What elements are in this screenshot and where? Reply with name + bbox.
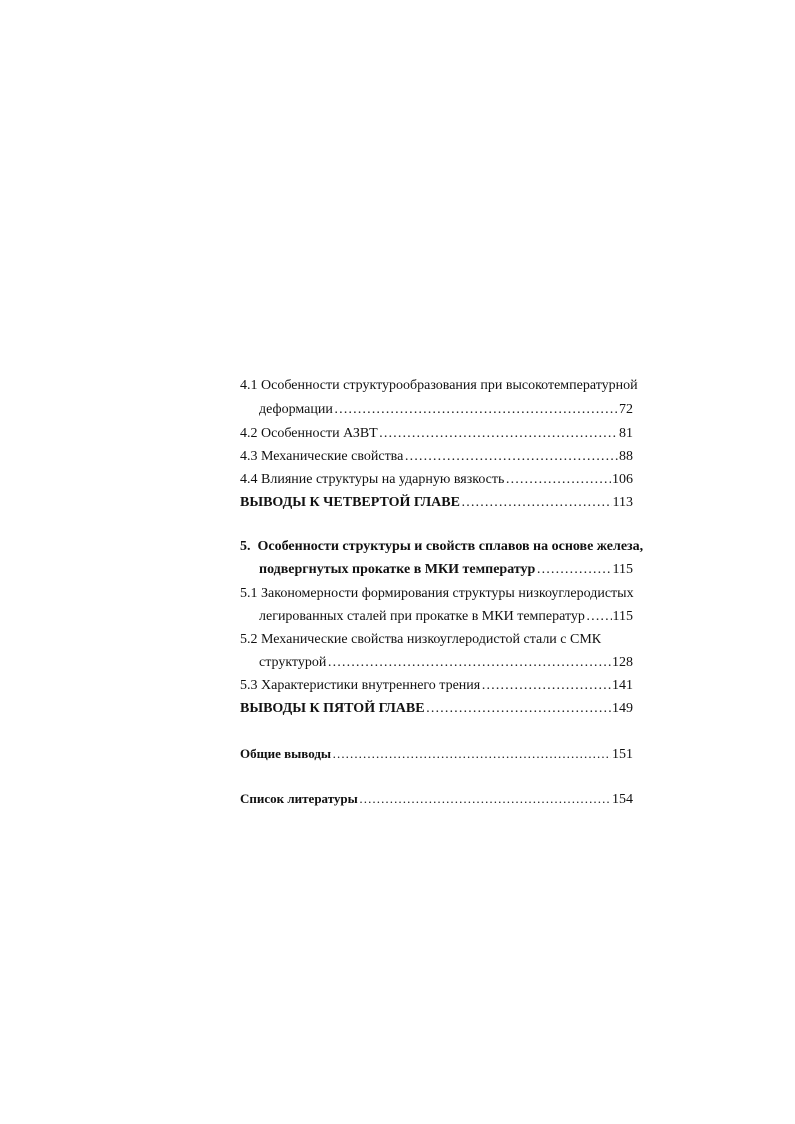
dot-leader (536, 560, 611, 580)
toc-page-number: 88 (619, 449, 633, 464)
toc-entry-5-2 (240, 630, 633, 650)
toc-entry-5-1 (240, 584, 633, 604)
toc-page-number: 154 (612, 792, 633, 807)
toc-entry-text: легированных сталей при прокатке в МКИ температур (259, 609, 585, 624)
toc-entry-5-1-cont (259, 607, 633, 627)
toc-entry-text: 5. Особенности структуры и свойств сплавов на основе железа, (240, 539, 644, 554)
dot-leader (404, 447, 618, 467)
toc-page-number: 115 (612, 609, 633, 624)
toc-entry-conclusions-5 (240, 699, 633, 719)
dot-leader (332, 744, 611, 764)
toc-entry-text: 4.4 Влияние структуры на ударную вязкость (240, 472, 505, 487)
toc-entry-conclusions-4 (240, 493, 633, 513)
toc-entry-text: 4.1 Особенности структурообразования при высокотемпературной (240, 378, 638, 393)
toc-entry-text: Список литературы (240, 791, 358, 806)
toc-entry-chapter-5 (240, 537, 644, 557)
toc-page-number: 113 (612, 495, 633, 510)
toc-entry-chapter-5-cont (259, 560, 633, 580)
toc-page-number: 141 (612, 678, 633, 693)
toc-entry-4-1 (240, 376, 638, 396)
toc-entry-4-2 (240, 424, 633, 444)
toc-page-number: 106 (612, 472, 633, 487)
toc-entry-5-3 (240, 676, 633, 696)
toc-entry-text: структурой (259, 655, 327, 670)
dot-leader (586, 607, 612, 627)
toc-entry-4-3 (240, 447, 633, 467)
toc-page-number: 115 (612, 562, 633, 577)
toc-entry-text: деформации (259, 402, 333, 417)
toc-entry-4-1-cont (259, 400, 633, 420)
toc-entry-general-conclusions (240, 744, 633, 764)
toc-entry-text: Общие выводы (240, 746, 332, 761)
toc-page-number: 128 (612, 655, 633, 670)
dot-leader (481, 676, 611, 696)
toc-entry-4-4 (240, 470, 633, 490)
toc-entry-text: 4.3 Механические свойства (240, 449, 404, 464)
toc-page-number: 151 (612, 747, 633, 762)
toc-entry-text: 4.2 Особенности АЗВТ (240, 426, 378, 441)
toc-page-number: 72 (619, 402, 633, 417)
toc-page-number: 149 (612, 701, 633, 716)
toc-page-number: 81 (619, 426, 633, 441)
dot-leader (327, 653, 611, 673)
dot-leader (505, 470, 611, 490)
dot-leader (461, 493, 612, 513)
toc-entry-text: ВЫВОДЫ К ЧЕТВЕРТОЙ ГЛАВЕ (240, 495, 460, 510)
toc-entry-text: 5.1 Закономерности формирования структуры низкоуглеродистых (240, 586, 634, 601)
toc-entry-5-2-cont (259, 653, 633, 673)
dot-leader (426, 699, 611, 719)
toc-entry-text: подвергнутых прокатке в МКИ температур (259, 562, 536, 577)
dot-leader (359, 789, 611, 809)
toc-entry-text: 5.2 Механические свойства низкоуглеродистой стали с СМК (240, 632, 602, 647)
toc-entry-references (240, 789, 633, 809)
toc-entry-text: ВЫВОДЫ К ПЯТОЙ ГЛАВЕ (240, 701, 425, 716)
dot-leader (334, 400, 618, 420)
dot-leader (379, 424, 618, 444)
toc-entry-text: 5.3 Характеристики внутреннего трения (240, 678, 481, 693)
